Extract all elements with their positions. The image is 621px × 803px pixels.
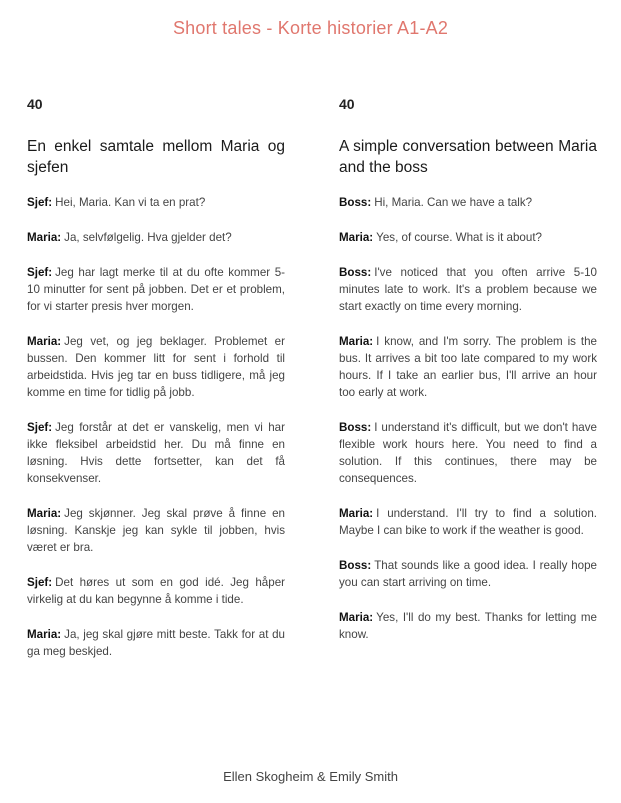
line-text: Jeg vet, og jeg beklager. Problemet er bussen. Den kommer litt for sent i forhold til arbeidstida. Hvis jeg tar en buss tidligere, må jeg komme en time for tidlig på jobb. — [27, 335, 285, 399]
line-text: Hei, Maria. Kan vi ta en prat? — [55, 196, 206, 209]
dialogue — [339, 194, 597, 643]
dialogue-line — [27, 626, 285, 660]
chapter-number: 40 — [27, 96, 43, 112]
dialogue-line — [27, 264, 285, 315]
dialogue-line — [339, 229, 597, 246]
speaker-label: Boss: — [339, 421, 372, 434]
line-text: Jeg forstår at det er vanskelig, men vi har ikke fleksibel arbeidstid her. Du må finne en løsning. Hvis dette fortsetter, kan det få konsekvenser. — [27, 421, 285, 485]
line-text: I understand it's difficult, but we don't have flexible work hours here. You need to find a solution. If this continues, there may be consequences. — [339, 421, 597, 485]
dialogue-line — [27, 574, 285, 608]
line-text: I've noticed that you often arrive 5-10 minutes late to work. It's a problem because we start exactly on time every morning. — [339, 266, 597, 313]
speaker-label: Sjef: — [27, 196, 53, 209]
speaker-label: Maria: — [339, 611, 374, 624]
dialogue-line — [339, 194, 597, 211]
speaker-label: Maria: — [339, 507, 374, 520]
speaker-label: Maria: — [339, 335, 374, 348]
line-text: Jeg har lagt merke til at du ofte kommer 5-10 minutter for sent på jobben. Det er et problem, for vi starter presis hver morgen. — [27, 266, 285, 313]
chapter-title: En enkel samtale mellom Maria og sjefen — [27, 138, 285, 176]
speaker-label: Maria: — [27, 335, 62, 348]
line-text: Yes, of course. What is it about? — [376, 231, 542, 244]
page-header: Short tales - Korte historier A1-A2 — [172, 18, 449, 38]
dialogue-line — [27, 419, 285, 487]
line-text: Ja, jeg skal gjøre mitt beste. Takk for at du ga meg beskjed. — [27, 628, 285, 658]
line-text: Det høres ut som en god idé. Jeg håper virkelig at du kan begynne å komme i tide. — [27, 576, 285, 606]
line-text: I know, and I'm sorry. The problem is the bus. It arrives a bit too late compared to my work hours. If I take an earlier bus, I'll arrive an hour too early at work. — [339, 335, 597, 399]
dialogue-line — [339, 505, 597, 539]
line-text: Yes, I'll do my best. Thanks for letting me know. — [339, 611, 597, 641]
speaker-label: Maria: — [27, 628, 62, 641]
line-text: I understand. I'll try to find a solution. Maybe I can bike to work if the weather is good. — [339, 507, 597, 537]
dialogue-line — [339, 557, 597, 591]
line-text: That sounds like a good idea. I really hope you can start arriving on time. — [339, 559, 597, 589]
norwegian-column — [27, 94, 285, 678]
speaker-label: Boss: — [339, 559, 372, 572]
speaker-label: Sjef: — [27, 576, 53, 589]
dialogue — [27, 194, 285, 660]
dialogue-line — [339, 264, 597, 315]
dialogue-line — [27, 194, 285, 211]
page-footer: Ellen Skogheim & Emily Smith — [223, 769, 398, 784]
speaker-label: Boss: — [339, 196, 372, 209]
line-text: Jeg skjønner. Jeg skal prøve å finne en løsning. Kanskje jeg kan sykle til jobben, hvis været er bra. — [27, 507, 285, 554]
speaker-label: Maria: — [339, 231, 374, 244]
speaker-label: Sjef: — [27, 266, 53, 279]
chapter-number: 40 — [339, 96, 355, 112]
dialogue-line — [27, 333, 285, 401]
line-text: Hi, Maria. Can we have a talk? — [374, 196, 533, 209]
chapter-title: A simple conversation between Maria and the boss — [339, 138, 597, 176]
dialogue-line — [339, 609, 597, 643]
speaker-label: Sjef: — [27, 421, 53, 434]
speaker-label: Boss: — [339, 266, 372, 279]
dialogue-line — [27, 229, 285, 246]
speaker-label: Maria: — [27, 231, 62, 244]
line-text: Ja, selvfølgelig. Hva gjelder det? — [64, 231, 232, 244]
dialogue-line — [339, 419, 597, 487]
dialogue-line — [27, 505, 285, 556]
dialogue-line — [339, 333, 597, 401]
speaker-label: Maria: — [27, 507, 62, 520]
english-column — [339, 94, 597, 661]
